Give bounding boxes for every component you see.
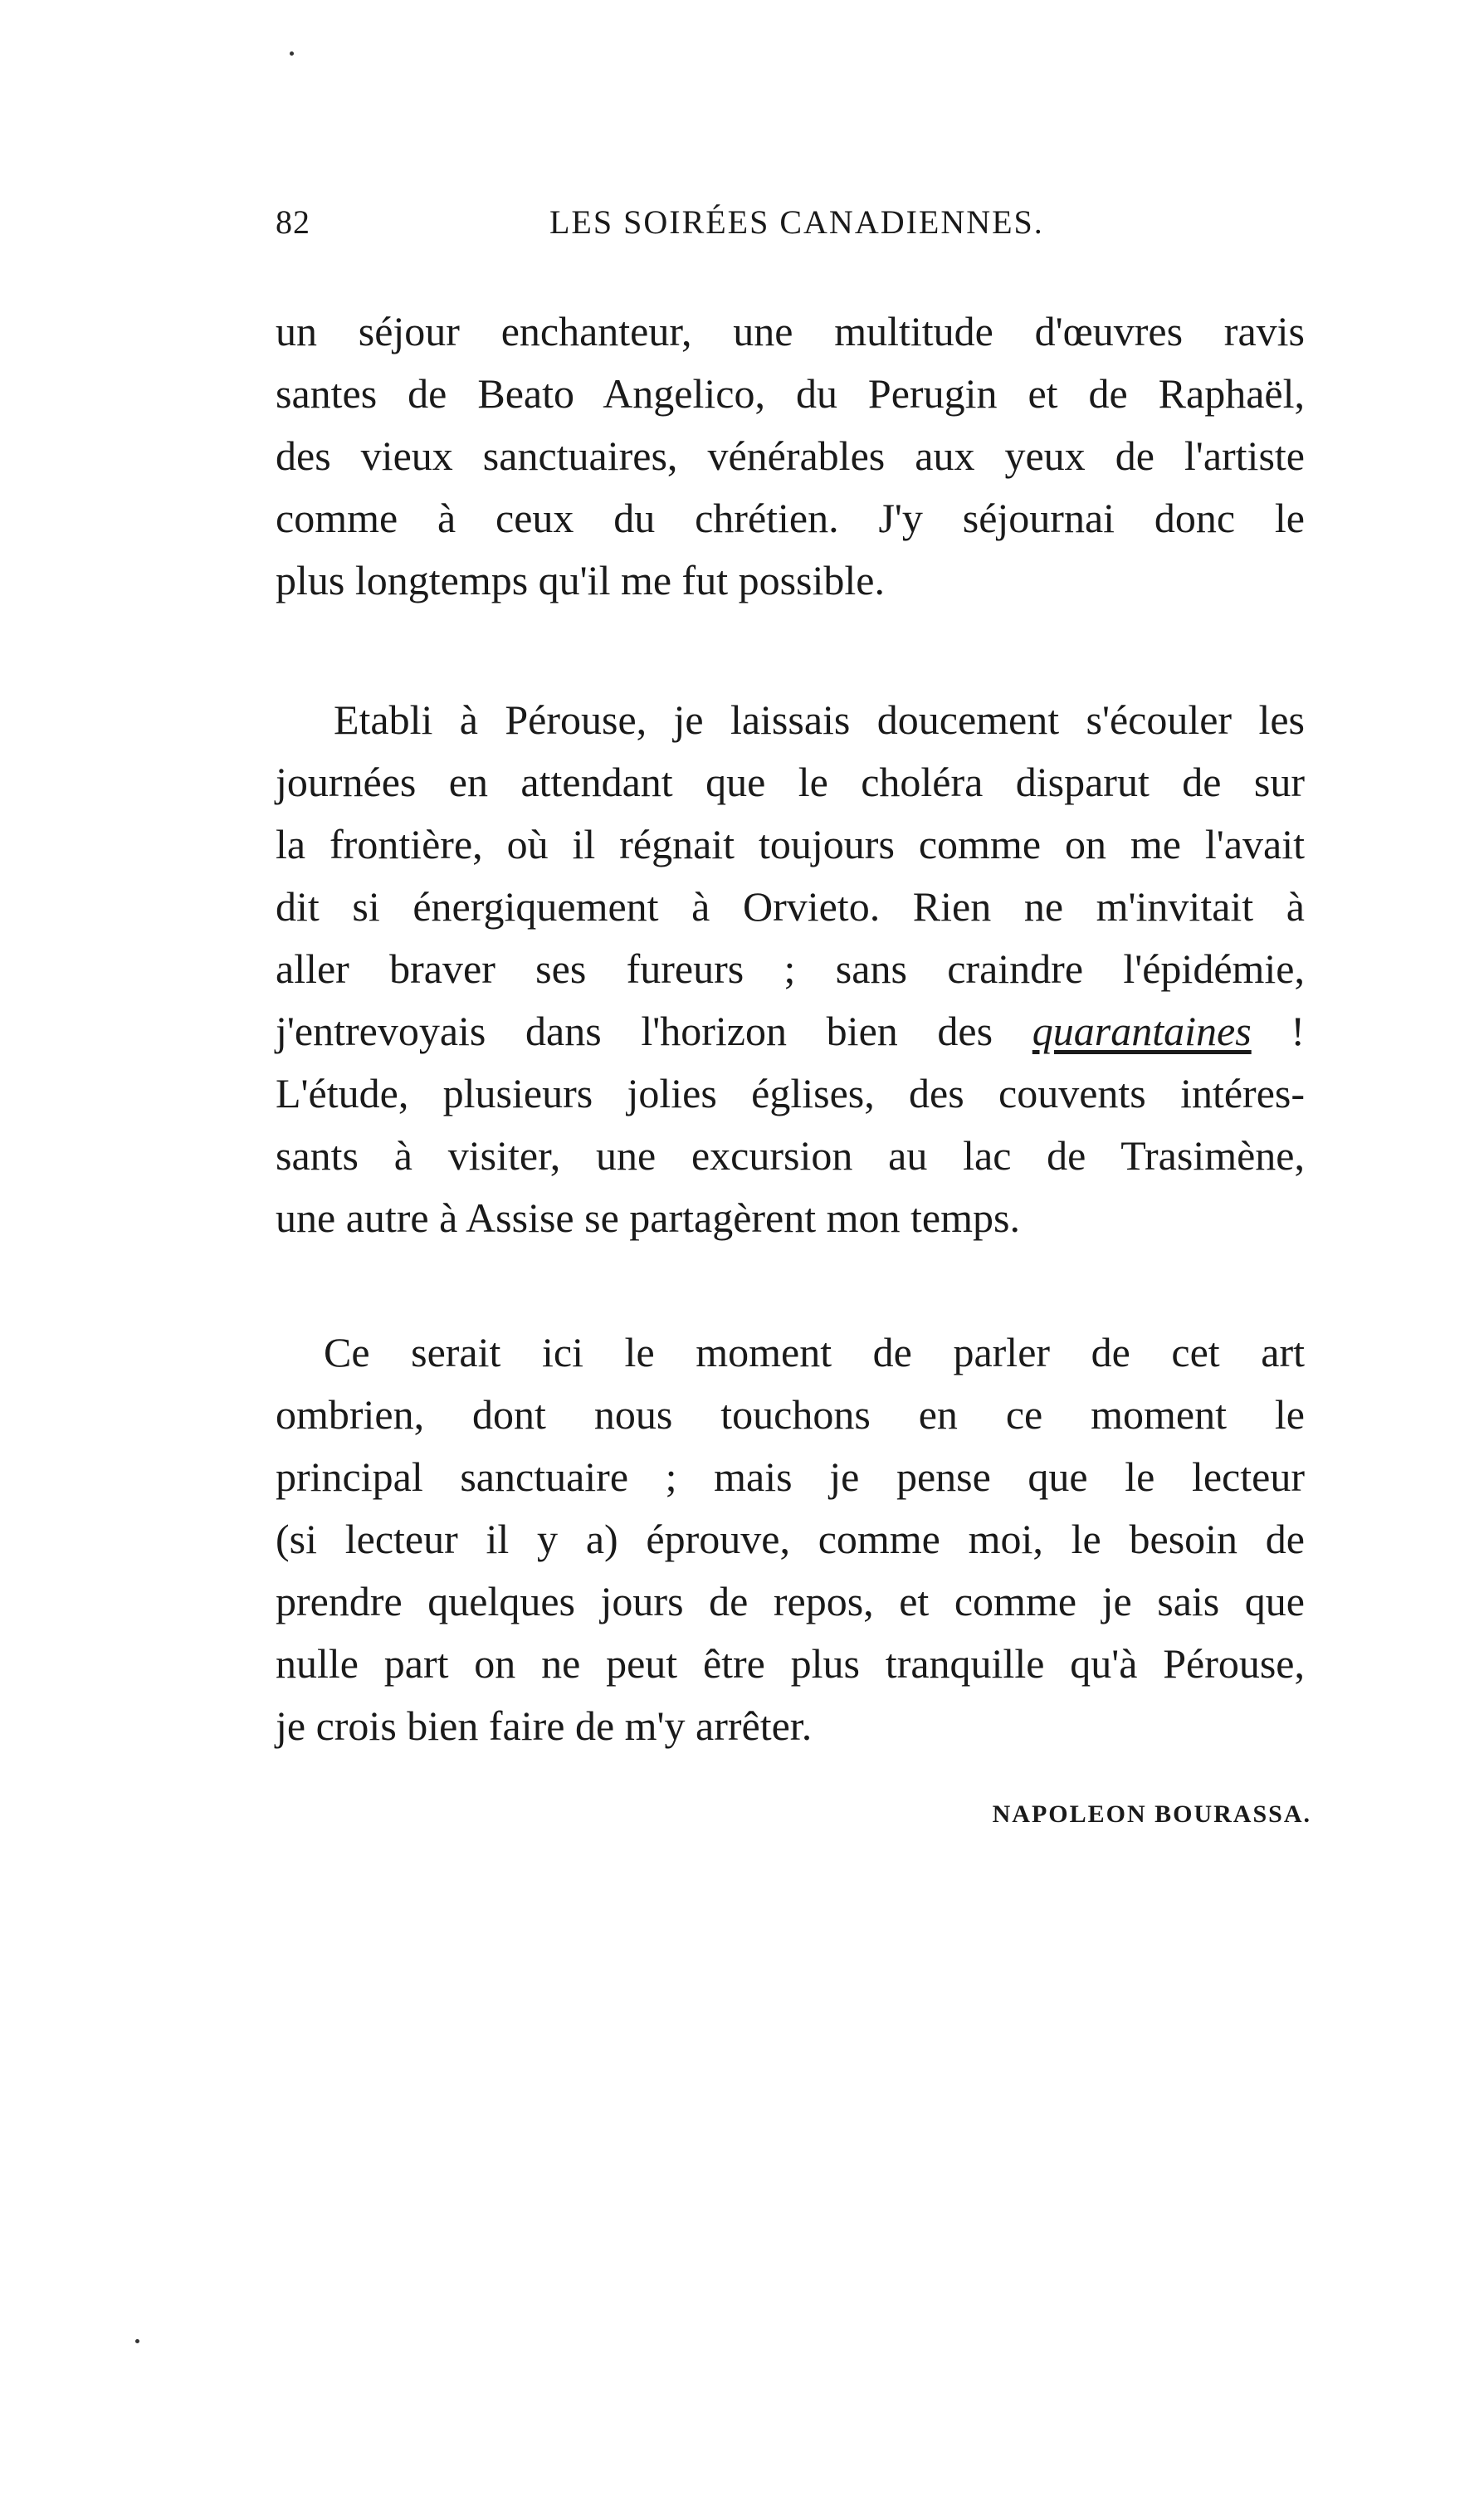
paragraph-3 — [276, 1321, 1305, 1757]
text-line: la frontière, où il régnait toujours comme on me l'avait — [276, 821, 1305, 867]
text-line: un séjour enchanteur, une multitude d'œuvres ravis — [276, 308, 1305, 354]
text-line: ombrien, dont nous touchons en ce moment le — [276, 1391, 1305, 1438]
text-line: (si lecteur il y a) éprouve, comme moi, le besoin de — [276, 1516, 1305, 1562]
author-signature: NAPOLEON BOURASSA. — [992, 1800, 1311, 1828]
text-line: nulle part on ne peut être plus tranquille qu'à Pérouse, — [276, 1640, 1305, 1687]
text-line: principal sanctuaire ; mais je pense que le lecteur — [276, 1453, 1305, 1500]
text-line: sants à visiter, une excursion au lac de Trasimène, — [276, 1132, 1305, 1179]
page-number: 82 — [276, 203, 310, 241]
ink-speck — [290, 51, 294, 56]
italic-word: quarantaines — [1032, 1008, 1252, 1054]
text-segment: ! — [1251, 1008, 1306, 1054]
text-line: Ce serait ici le moment de parler de cet art — [324, 1329, 1305, 1375]
text-line: journées en attendant que le choléra disparut de sur — [276, 759, 1305, 805]
text-line: santes de Beato Angelico, du Perugin et de Raphaël, — [276, 370, 1305, 417]
text-line: dit si énergiquement à Orvieto. Rien ne m'invitait à — [276, 883, 1305, 930]
text-line: comme à ceux du chrétien. J'y séjournai donc le — [276, 495, 1305, 541]
text-line-with-italic — [276, 1000, 1305, 1062]
text-line: aller braver ses fureurs ; sans craindre l'épidémie, — [276, 945, 1305, 992]
ink-speck — [135, 2339, 139, 2343]
text-line: des vieux sanctuaires, vénérables aux yeux de l'artiste — [276, 432, 1305, 479]
text-line: prendre quelques jours de repos, et comme je sais que — [276, 1578, 1305, 1624]
text-line: plus longtemps qu'il me fut possible. — [276, 557, 885, 603]
text-segment: j'entrevoyais dans l'horizon bien des — [276, 1008, 993, 1054]
text-line: je crois bien faire de m'y arrêter. — [276, 1702, 813, 1749]
text-line: une autre à Assise se partagèrent mon temps. — [276, 1194, 1020, 1241]
paragraph-2 — [276, 689, 1305, 1249]
text-line: L'étude, plusieurs jolies églises, des couvents intéres- — [276, 1070, 1305, 1116]
paragraph-1 — [276, 300, 1305, 612]
running-title: LES SOIRÉES CANADIENNES. — [549, 203, 1044, 241]
text-line: Etabli à Pérouse, je laissais doucement s'écouler les — [334, 696, 1305, 743]
page-header — [276, 203, 1106, 252]
